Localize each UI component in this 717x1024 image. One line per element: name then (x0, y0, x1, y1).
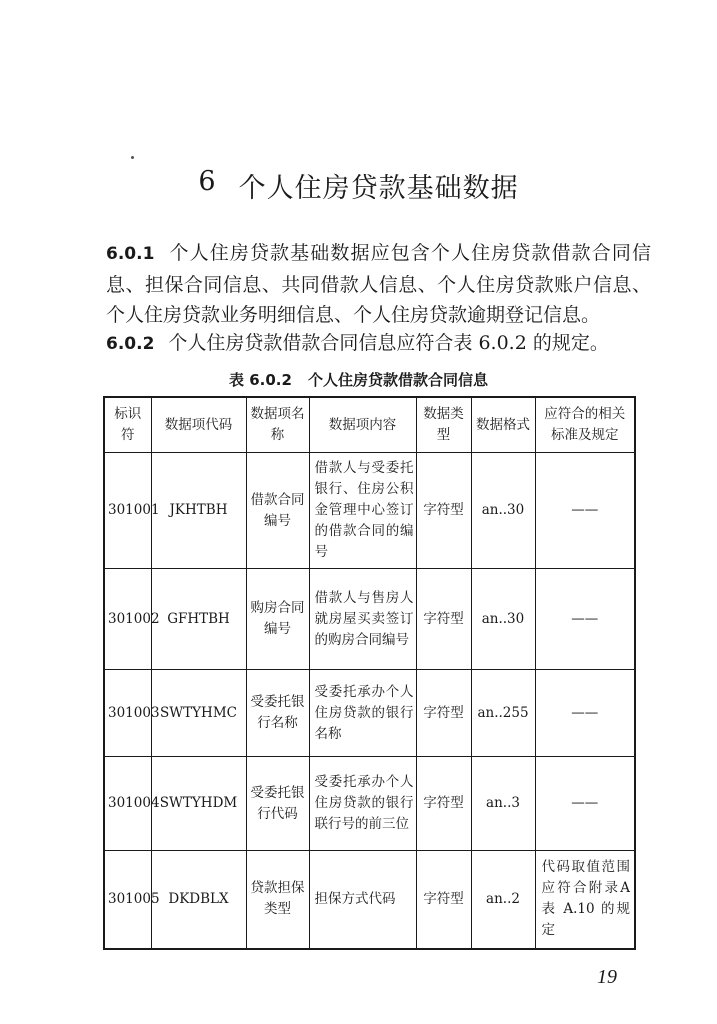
cell-item-name: 借款合同编号 (246, 453, 309, 569)
cell-data-format: an..255 (471, 670, 535, 757)
table-row (104, 569, 635, 670)
cell-item-code: DKDBLX (151, 851, 246, 949)
clause-6-0-2 (106, 328, 651, 360)
cell-data-format: an..30 (471, 453, 535, 569)
cell-identifier: 301002 (104, 569, 151, 670)
cell-item-name: 受委托银行代码 (246, 757, 309, 851)
cell-identifier: 301004 (104, 757, 151, 851)
cell-standards: —— (535, 757, 635, 851)
cell-item-name: 贷款担保类型 (246, 851, 309, 949)
contract-info-table (103, 396, 636, 950)
cell-data-format: an..30 (471, 569, 535, 670)
cell-item-code: SWTYHMC (151, 670, 246, 757)
cell-item-content: 担保方式代码 (309, 851, 416, 949)
clause-text: 个人住房贷款基础数据应包含个人住房贷款借款合同信息、担保合同信息、共同借款人信息、个人住房贷款账户信息、个人住房贷款业务明细信息、个人住房贷款逾期登记信息。 (106, 242, 651, 326)
cell-standards: —— (535, 670, 635, 757)
chapter-title-text: 个人住房贷款基础数据 (238, 173, 519, 204)
header-item-name: 数据项名称 (246, 397, 309, 453)
cell-item-code: SWTYHDM (151, 757, 246, 851)
cell-item-name: 受委托银行名称 (246, 670, 309, 757)
table-caption-text: 个人住房贷款借款合同信息 (307, 371, 488, 389)
cell-identifier: 301003 (104, 670, 151, 757)
cell-data-format: an..2 (471, 851, 535, 949)
header-identifier: 标识符 (104, 397, 151, 453)
header-data-format: 数据格式 (471, 397, 535, 453)
cell-data-format: an..3 (471, 757, 535, 851)
cell-item-content: 借款人与售房人就房屋买卖签订的购房合同编号 (309, 569, 416, 670)
table-caption (0, 369, 717, 390)
cell-identifier: 301005 (104, 851, 151, 949)
cell-standards: 代码取值范围应符合附录A 表 A.10 的规定 (535, 851, 635, 949)
header-data-type: 数据类型 (416, 397, 471, 453)
cell-item-content: 受委托承办个人住房贷款的银行联行号的前三位 (309, 757, 416, 851)
clause-text: 个人住房贷款借款合同信息应符合表 6.0.2 的规定。 (168, 332, 609, 354)
page-number: 19 (597, 966, 617, 988)
header-item-code: 数据项代码 (151, 397, 246, 453)
cell-item-content: 借款人与受委托银行、住房公积金管理中心签订的借款合同的编号 (309, 453, 416, 569)
cell-item-code: JKHTBH (151, 453, 246, 569)
table-row (104, 670, 635, 757)
table-number: 表 6.0.2 (229, 371, 292, 389)
cell-item-name: 购房合同编号 (246, 569, 309, 670)
table-row (104, 851, 635, 949)
table-row (104, 757, 635, 851)
cell-item-content: 受委托承办个人住房贷款的银行名称 (309, 670, 416, 757)
cell-standards: —— (535, 569, 635, 670)
table-header-row (104, 397, 635, 453)
header-standards: 应符合的相关标准及规定 (535, 397, 635, 453)
chapter-title (0, 166, 717, 205)
cell-data-type: 字符型 (416, 453, 471, 569)
scan-speck (131, 156, 134, 159)
cell-standards: —— (535, 453, 635, 569)
cell-data-type: 字符型 (416, 851, 471, 949)
cell-data-type: 字符型 (416, 569, 471, 670)
cell-identifier: 301001 (104, 453, 151, 569)
clause-6-0-1 (106, 238, 651, 331)
cell-data-type: 字符型 (416, 757, 471, 851)
chapter-number: 6 (198, 166, 217, 197)
clause-number: 6.0.2 (106, 334, 155, 354)
cell-item-code: GFHTBH (151, 569, 246, 670)
cell-data-type: 字符型 (416, 670, 471, 757)
table-row (104, 453, 635, 569)
clause-number: 6.0.1 (106, 244, 155, 264)
header-item-content: 数据项内容 (309, 397, 416, 453)
